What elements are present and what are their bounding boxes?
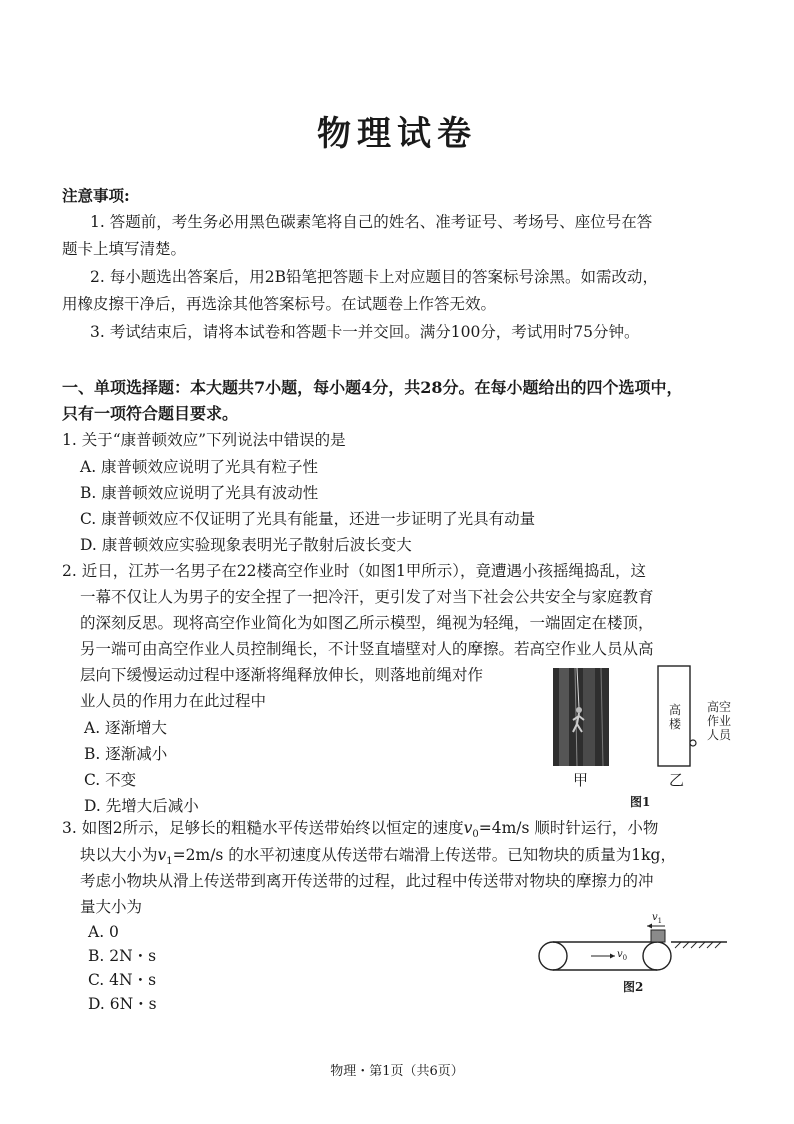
worker-marker [690, 740, 696, 746]
q1-option-b: B. 康普顿效应说明了光具有波动性 [80, 484, 319, 502]
q1-option-a: A. 康普顿效应说明了光具有粒子性 [80, 458, 319, 476]
q3-option-c: C. 4N・s [88, 971, 157, 989]
notice-item-1: 1. 答题前，考生务必用黑色碳素笔将自己的姓名、准考证号、考场号、座位号在答 [90, 213, 653, 231]
v1-label: $v_1$ [652, 912, 663, 925]
q3-stem-line-1: 3. 如图2所示，足够长的粗糙水平传送带始终以恒定的速度$v_0=4m/s$ 顺时针运行，小物 [62, 819, 659, 841]
building-label-1: 高 [669, 703, 682, 717]
q3-option-d: D. 6N・s [88, 995, 157, 1013]
q2-stem-line-6: 业人员的作用力在此过程中 [80, 692, 267, 710]
page-footer: 物理・第1页（共6页） [330, 1064, 464, 1079]
v0-label: $v_0$ [617, 949, 628, 962]
q2-stem-line-5: 层向下缓慢运动过程中逐渐将绳释放伸长，则落地前绳对作 [80, 666, 484, 684]
q3-option-b: B. 2N・s [88, 947, 157, 965]
right-pulley [643, 942, 671, 970]
notice-heading: 注意事项: [62, 186, 130, 205]
section-heading: 一、单项选择题：本大题共7小题，每小题4分，共28分。在每小题给出的四个选项中， [62, 378, 683, 397]
q2-stem-line-1: 2. 近日，江苏一名男子在22楼高空作业时（如图1甲所示），竟遭遇小孩摇绳捣乱，这 [62, 562, 647, 580]
q1-option-d: D. 康普顿效应实验现象表明光子散射后波长变大 [80, 536, 412, 554]
q2-option-d: D. 先增大后减小 [84, 797, 199, 815]
notice-item-2: 2. 每小题选出答案后，用2B铅笔把答题卡上对应题目的答案标号涂黑。如需改动， [90, 268, 658, 286]
notice-item-3: 3. 考试结束后，请将本试卷和答题卡一并交回。满分100分，考试用时75分钟。 [90, 323, 640, 341]
v0-arrowhead [610, 954, 615, 959]
q2-option-b: B. 逐渐减小 [84, 745, 168, 763]
q3-stem-line-3: 考虑小物块从滑上传送带到离开传送带的过程，此过程中传送带对物块的摩擦力的冲 [80, 872, 654, 890]
q3-stem-line-4: 量大小为 [80, 898, 143, 916]
q1-stem: 1. 关于“康普顿效应”下列说法中错误的是 [62, 431, 346, 449]
figure-1-label-jia: 甲 [573, 771, 589, 789]
q2-stem-line-4: 另一端可由高空作业人员控制绳长，不计竖直墙壁对人的摩擦。若高空作业人员从高 [80, 640, 654, 658]
notice-item-2-cont: 用橡皮擦干净后，再选涂其他答案标号。在试题卷上作答无效。 [62, 295, 497, 313]
page-title: 物理试卷 [317, 114, 477, 154]
q1-option-c: C. 康普顿效应不仅证明了光具有能量，还进一步证明了光具有动量 [80, 510, 536, 528]
q2-option-c: C. 不变 [84, 771, 137, 789]
worker-label-3: 人员 [707, 728, 732, 742]
figure-1-caption: 图1 [630, 795, 651, 809]
figure-2-caption: 图2 [623, 980, 644, 994]
block [651, 930, 665, 942]
notice-item-1-cont: 题卡上填写清楚。 [62, 240, 187, 258]
worker-label-1: 高空 [707, 700, 732, 714]
left-pulley [539, 942, 567, 970]
q3-option-a: A. 0 [88, 923, 119, 941]
q2-option-a: A. 逐渐增大 [84, 719, 168, 737]
ground-hatch [675, 942, 721, 948]
figure-1-label-yi: 乙 [669, 771, 685, 789]
section-heading-cont: 只有一项符合题目要求。 [62, 404, 239, 423]
worker-label-2: 作业 [707, 714, 732, 728]
building-label-2: 楼 [669, 717, 682, 731]
q3-stem-line-2: 块以大小为$v_1=2m/s$ 的水平初速度从传送带右端滑上传送带。已知物块的质量为1kg， [80, 846, 676, 868]
q2-stem-line-2: 一幕不仅让人为男子的安全捏了一把冷汗，更引发了对当下社会公共安全与家庭教育 [80, 588, 654, 606]
q2-stem-line-3: 的深刻反思。现将高空作业简化为如图乙所示模型，绳视为轻绳，一端固定在楼顶， [80, 614, 654, 632]
figure-2-diagram [535, 918, 735, 978]
figure-1-photo [553, 668, 609, 766]
